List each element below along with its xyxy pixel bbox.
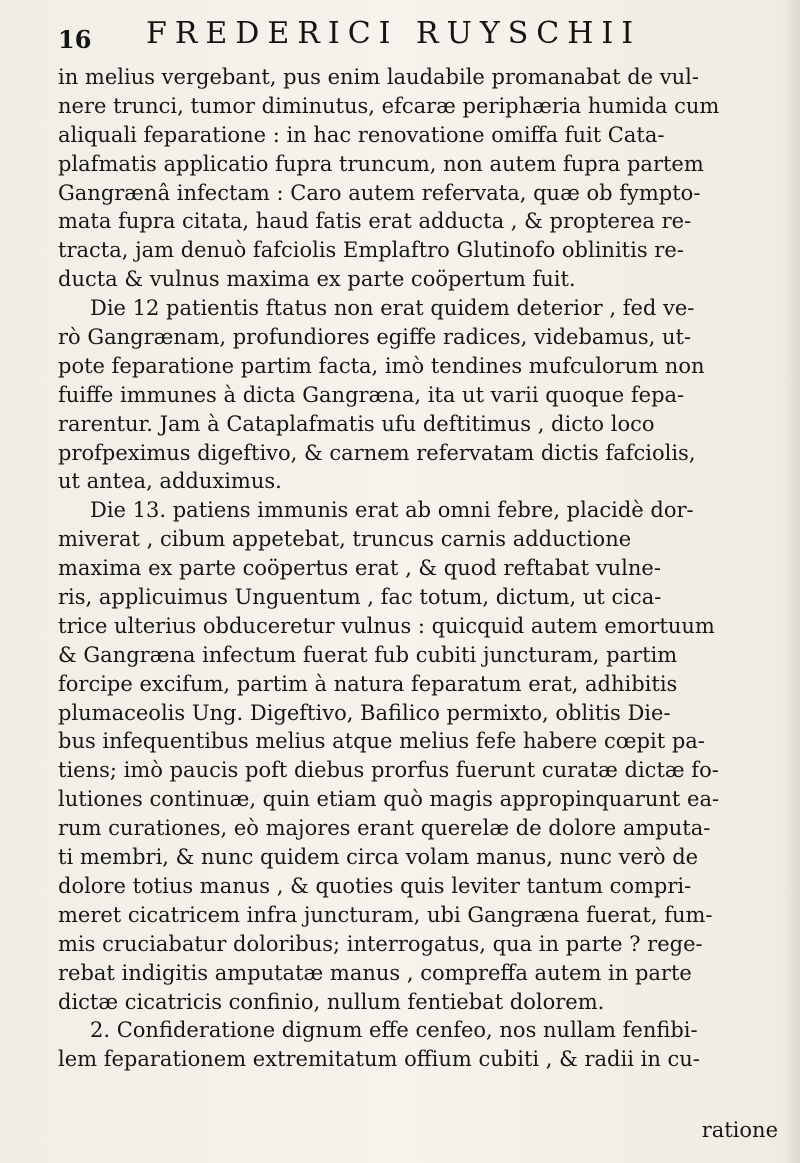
- running-head: FREDERICI RUYSCHII: [146, 16, 642, 51]
- text-line: trice ulterius obduceretur vulnus : quicquid autem emortuum: [58, 613, 715, 638]
- text-line: rum curationes, eò majores erant querelæ de dolore amputa-: [58, 816, 711, 841]
- catchword-container: [658, 1118, 778, 1142]
- text-line: lem feparationem extremitatum offium cubiti , & radii in cu-: [58, 1047, 700, 1072]
- text-line: tiens; imò paucis poft diebus prorfus fuerunt curatæ dictæ fo-: [58, 758, 719, 783]
- text-line: rebat indigitis amputatæ manus , compreffa autem in parte: [58, 960, 692, 985]
- text-line: ti membri, & nunc quidem circa volam manus, nunc verò de: [58, 845, 699, 870]
- text-line: maxima ex parte coöpertus erat , & quod reftabat vulne-: [58, 556, 661, 581]
- text-line: mis cruciabatur doloribus; interrogatus, qua in parte ? rege-: [58, 931, 703, 956]
- text-line: ducta & vulnus maxima ex parte coöpertum fuit.: [58, 267, 576, 292]
- page-header: [58, 16, 778, 52]
- text-line: bus infequentibus melius atque melius fefe habere cœpit pa-: [58, 729, 705, 754]
- text-line: plafmatis applicatio fupra truncum, non autem fupra partem: [58, 151, 704, 176]
- page-number: 16: [58, 25, 92, 54]
- text-line: in melius vergebant, pus enim laudabile promanabat de vul-: [58, 65, 699, 89]
- text-line: mata fupra citata, haud fatis erat adducta , & propterea re-: [58, 209, 692, 234]
- text-line: Gangrænâ infectam : Caro autem refervata, quæ ob fympto-: [58, 180, 701, 205]
- text-line: dolore totius manus , & quoties quis leviter tantum compri-: [58, 873, 692, 898]
- text-line: Die 12 patientis ftatus non erat quidem deterior , fed ve-: [90, 296, 695, 321]
- catchword: ratione: [701, 1118, 778, 1142]
- text-line: nere trunci, tumor diminutus, efcaræ periphæria humida cum: [58, 93, 720, 118]
- text-line: plumaceolis Ung. Digeftivo, Bafilico permixto, oblitis Die-: [58, 700, 671, 725]
- page-edge-shadow: [782, 0, 800, 1163]
- text-line: fuiffe immunes à dicta Gangræna, ita ut varii quoque fepa-: [58, 382, 685, 407]
- text-line: meret cicatricem infra juncturam, ubi Gangræna fuerat, fum-: [58, 902, 713, 927]
- text-line: rò Gangrænam, profundiores egiffe radices, videbamus, ut-: [58, 325, 692, 350]
- body-text: [58, 63, 778, 1074]
- text-line: Die 13. patiens immunis erat ab omni febre, placidè dor-: [90, 498, 694, 523]
- text-line: profpeximus digeftivo, & carnem refervatam dictis fafciolis,: [58, 440, 696, 465]
- text-line: forcipe excifum, partim à natura feparatum erat, adhibitis: [58, 671, 678, 696]
- text-line: aliquali feparatione : in hac renovatione omiffa fuit Cata-: [58, 122, 665, 147]
- text-line: 2. Confideratione dignum effe cenfeo, nos nullam fenfibi-: [90, 1018, 698, 1043]
- text-line: tracta, jam denuò fafciolis Emplaftro Glutinofo oblinitis re-: [58, 238, 684, 263]
- text-line: & Gangræna infectum fuerat fub cubiti juncturam, partim: [58, 642, 678, 667]
- text-line: dictæ cicatricis confinio, nullum fentiebat dolorem.: [58, 989, 605, 1014]
- text-line: rarentur. Jam à Cataplafmatis ufu deftitimus , dicto loco: [58, 411, 655, 436]
- text-line: ut antea, adduximus.: [58, 469, 282, 494]
- text-line: lutiones continuæ, quin etiam quò magis appropinquarunt ea-: [58, 787, 720, 812]
- text-line: miverat , cibum appetebat, truncus carnis adductione: [58, 527, 632, 552]
- text-line: pote feparatione partim facta, imò tendines mufculorum non: [58, 353, 705, 378]
- text-line: ris, applicuimus Unguentum , fac totum, dictum, ut cica-: [58, 585, 662, 610]
